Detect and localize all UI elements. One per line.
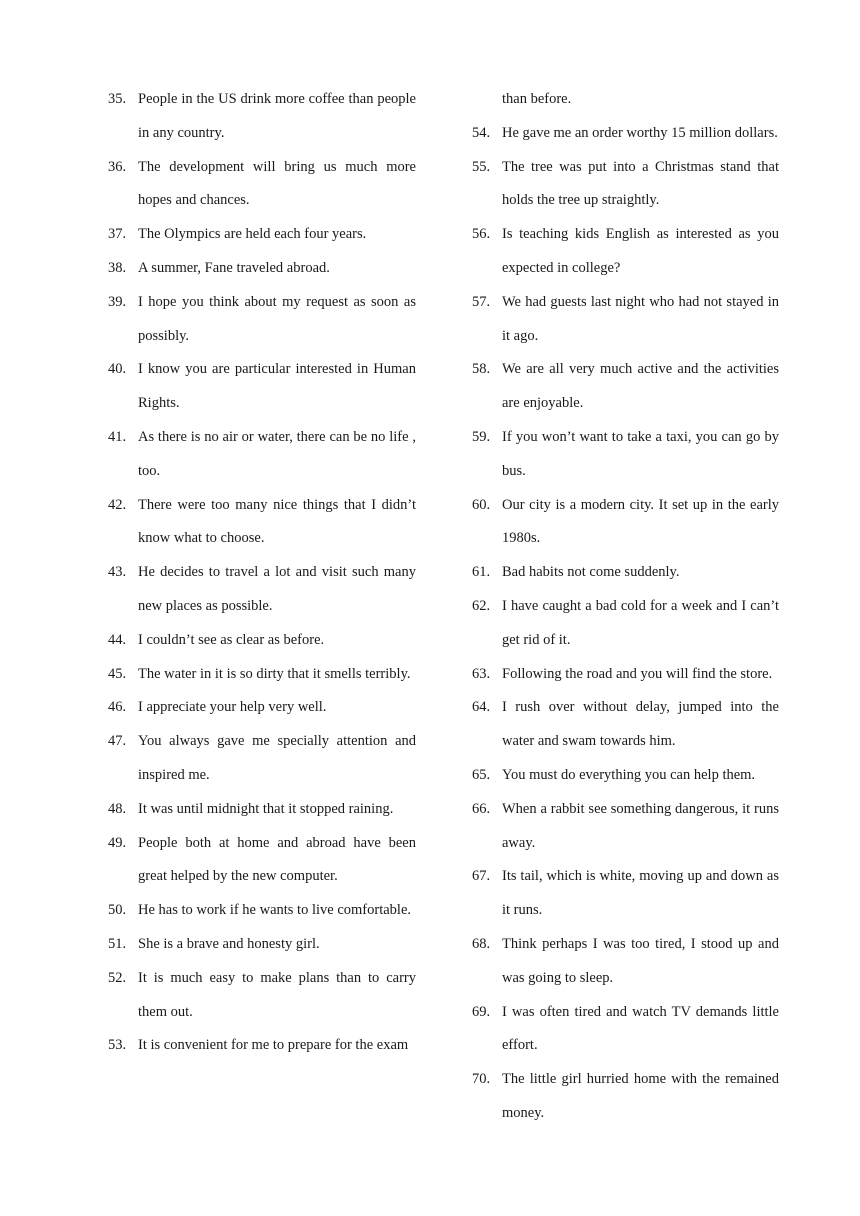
sentence-item [472,996,779,1064]
item-text: We had guests last night who had not stayed in it ago. [502,293,779,344]
item-number: 58. [472,361,491,378]
item-text: You always gave me specially attention and inspired me. [138,733,416,783]
sentence-item [108,691,416,725]
item-number: 41. [108,428,127,445]
item-number: 35. [108,91,127,107]
item-number: 60. [472,496,491,513]
sentence-item [472,117,779,151]
item-text: As there is no air or water, there can be no life , too. [138,428,416,479]
sentence-item [472,691,779,759]
item-text: Bad habits not come suddenly. [502,564,680,581]
sentence-item [472,218,779,286]
item-text: I was often tired and watch TV demands little effort. [502,1003,779,1054]
item-number: 45. [108,665,127,682]
sentence-item [472,286,779,354]
sentence-item [472,556,779,590]
item-text: Is teaching kids English as interested as you expected in college? [502,226,779,276]
item-text: The water in it is so dirty that it smells terribly. [138,665,411,682]
sentence-item [108,928,416,962]
item-number: 40. [108,361,127,378]
item-text: He decides to travel a lot and visit such many new places as possible. [138,564,416,614]
item-text: The development will bring us much more hopes and chances. [138,158,416,209]
item-number: 62. [472,597,491,614]
continued-line: than before. [502,91,572,107]
item-number: 54. [472,124,491,141]
item-text: It is much easy to make plans than to carry them out. [138,969,416,1020]
sentence-item [108,218,416,252]
item-number: 70. [472,1071,491,1088]
item-text: He has to work if he wants to live comfortable. [138,902,412,919]
item-text: Our city is a modern city. It set up in the early 1980s. [502,496,779,547]
item-number: 64. [472,699,491,716]
item-number: 57. [472,293,491,310]
item-text: Think perhaps I was too tired, I stood up and was going to sleep. [502,935,779,986]
item-number: 52. [108,969,127,986]
item-text: You must do everything you can help them. [502,766,756,783]
sentence-item [472,759,779,793]
item-text: She is a brave and honesty girl. [138,935,320,952]
sentence-item [472,151,779,219]
item-text: There were too many nice things that I didn’t know what to choose. [138,496,416,547]
item-number: 49. [108,834,127,851]
sentence-item [472,658,779,692]
item-text: I couldn’t see as clear as before. [138,631,325,648]
sentence-item [108,894,416,928]
item-number: 46. [108,699,127,716]
sentence-item [108,83,416,151]
item-number: 55. [472,158,491,175]
item-text: When a rabbit see something dangerous, it runs away. [502,800,779,851]
item-number: 36. [108,158,127,175]
sentence-item [472,793,779,861]
item-text: Its tail, which is white, moving up and down as it runs. [502,868,779,919]
item-text: The Olympics are held each four years. [138,226,367,243]
item-text: The little girl hurried home with the remained money. [502,1071,779,1121]
sentence-item [108,151,416,219]
item-text: It was until midnight that it stopped raining. [138,800,394,817]
right-column [472,83,779,1131]
item-number: 38. [108,259,127,276]
item-text: If you won’t want to take a taxi, you can go by bus. [502,428,779,479]
item-text: I hope you think about my request as soon as possibly. [138,293,416,344]
sentence-item [108,489,416,557]
item-number: 68. [472,935,491,952]
item-number: 37. [108,226,127,243]
item-text: People in the US drink more coffee than people in any country. [138,91,416,141]
sentence-item [108,827,416,895]
sentence-item [108,1029,416,1063]
sentence-item [108,793,416,827]
sentence-item [108,725,416,793]
sentence-item [472,928,779,996]
item-text: Following the road and you will find the store. [502,665,773,682]
sentence-item [108,353,416,421]
item-text: He gave me an order worthy 15 million dollars. [502,124,778,141]
item-text: I know you are particular interested in Human Rights. [138,361,416,412]
item-text: I appreciate your help very well. [138,699,327,716]
sentence-item [472,489,779,557]
item-number: 69. [472,1003,491,1020]
sentence-item [108,624,416,658]
item-text: We are all very much active and the activities are enjoyable. [502,361,779,412]
item-text: A summer, Fane traveled abroad. [138,259,330,276]
sentence-item [108,658,416,692]
item-number: 59. [472,428,491,445]
sentence-item [108,962,416,1030]
sentence-item [472,421,779,489]
item-number: 50. [108,902,127,919]
sentence-item [472,860,779,928]
item-number: 65. [472,766,491,783]
item-number: 43. [108,564,127,581]
item-number: 63. [472,665,491,682]
sentence-item [108,252,416,286]
sentence-item [472,590,779,658]
sentence-item [472,353,779,421]
sentence-item [108,286,416,354]
item-text: It is convenient for me to prepare for the exam [138,1037,409,1054]
item-number: 39. [108,293,127,310]
item-text: I have caught a bad cold for a week and I can’t get rid of it. [502,597,779,648]
item-number: 47. [108,733,127,750]
item-text: I rush over without delay, jumped into the water and swam towards him. [502,699,779,750]
sentence-item [108,421,416,489]
item-number: 51. [108,935,127,952]
item-number: 42. [108,496,127,513]
sentence-item [108,556,416,624]
item-text: The tree was put into a Christmas stand that holds the tree up straightly. [502,158,779,209]
item-text: People both at home and abroad have been great helped by the new computer. [138,834,416,885]
item-number: 56. [472,226,491,243]
left-column [108,83,416,1063]
item-number: 53. [108,1037,127,1054]
item-number: 67. [472,868,491,885]
item-number: 66. [472,800,491,817]
item-number: 61. [472,564,491,581]
item-number: 48. [108,800,127,817]
item-number: 44. [108,631,127,648]
sentence-item [472,1063,779,1131]
